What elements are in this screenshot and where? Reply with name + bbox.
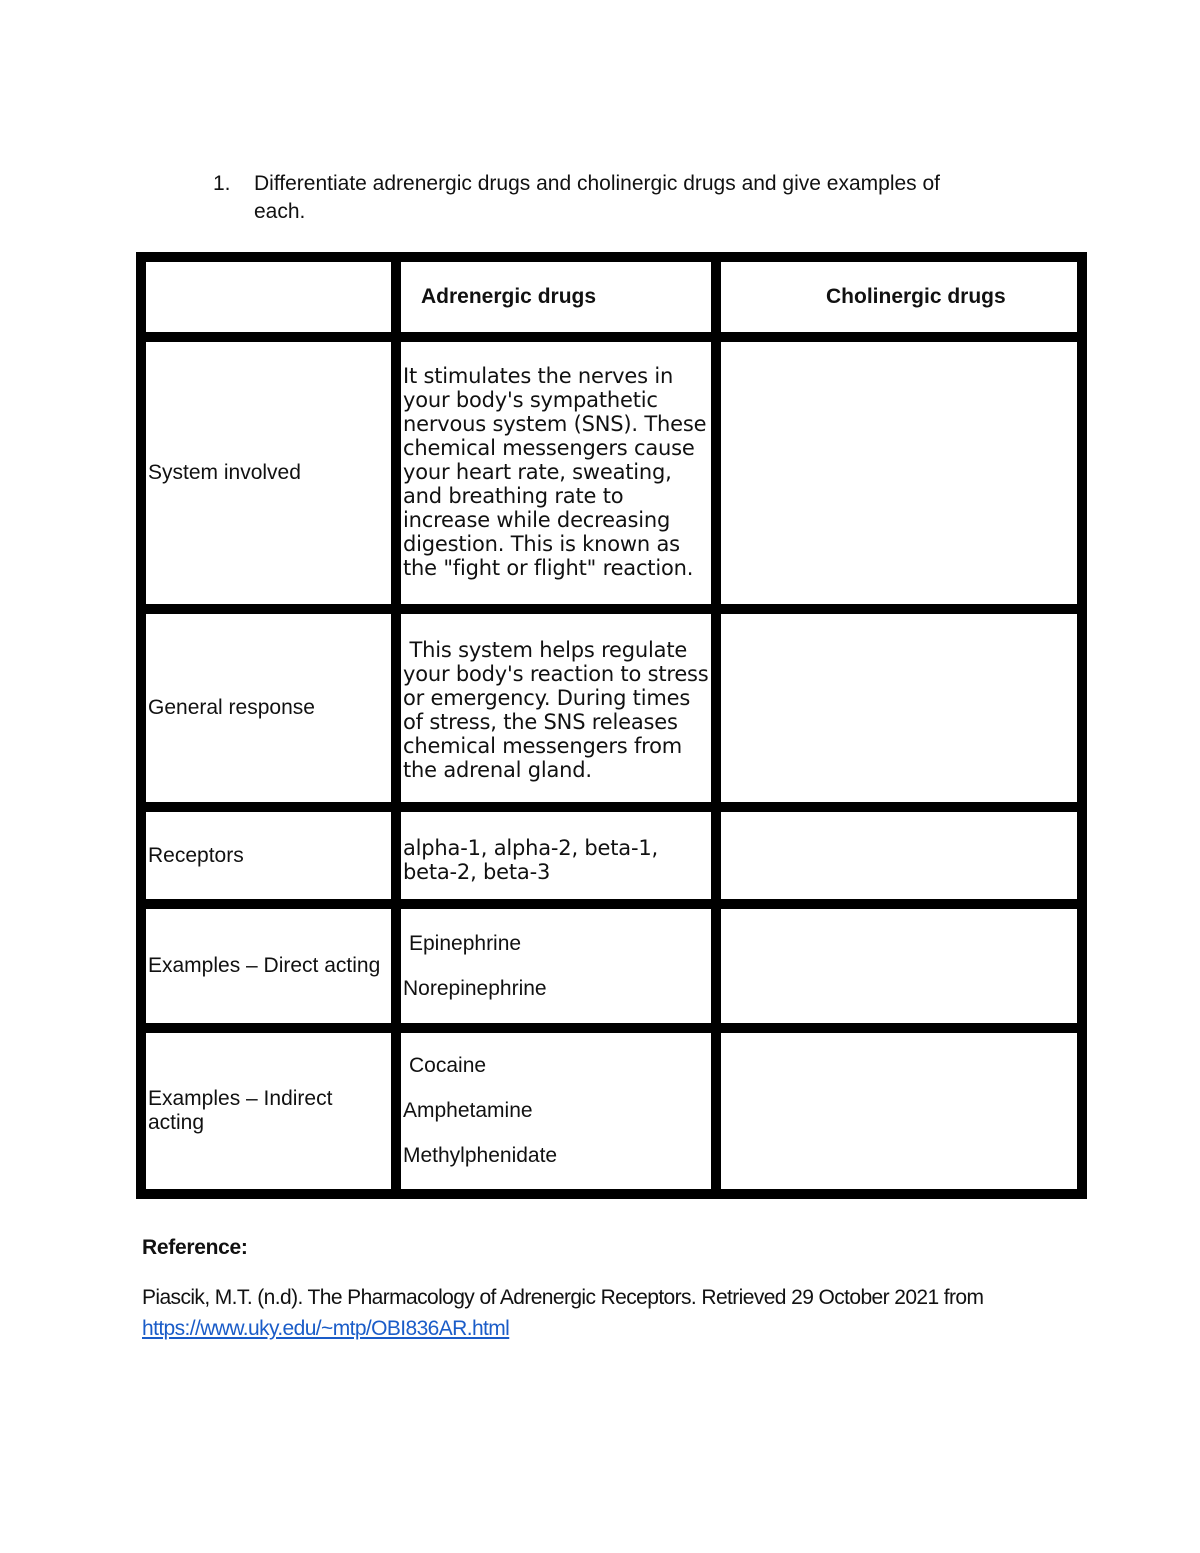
adrenergic-direct-examples — [396, 904, 716, 1028]
cholinergic-direct-examples — [716, 904, 1082, 1028]
table-row — [141, 904, 1082, 1028]
adrenergic-general-response: This system helps regulate your body's reaction to stress or emergency. During times of stress, the SNS releases chemical messengers from the adrenal gland. — [396, 609, 716, 807]
list-item: Cocaine — [409, 1054, 487, 1077]
row-label-system-involved: System involved — [141, 337, 396, 609]
adrenergic-receptors: alpha-1, alpha-2, beta-1, beta-2, beta-3 — [396, 807, 716, 904]
reference-citation: Piascik, M.T. (n.d). The Pharmacology of Adrenergic Receptors. Retrieved 29 October 2021 from — [142, 1286, 984, 1309]
comparison-table — [136, 252, 1087, 1199]
question-number: 1. — [213, 172, 231, 195]
reference-link[interactable]: https://www.uky.edu/~mtp/OBI836AR.html — [142, 1317, 510, 1340]
cholinergic-indirect-examples — [716, 1028, 1082, 1194]
list-item: Epinephrine — [409, 931, 522, 955]
table-row — [141, 609, 1082, 807]
table-row — [141, 807, 1082, 904]
table-row — [141, 337, 1082, 609]
list-item: Amphetamine — [403, 1099, 533, 1122]
cholinergic-system-involved — [716, 337, 1082, 609]
reference-section — [142, 1236, 1142, 1344]
reference-heading: Reference: — [142, 1236, 248, 1259]
header-adrenergic: Adrenergic drugs — [396, 257, 716, 337]
table-row — [141, 1028, 1082, 1194]
list-item: Norepinephrine — [403, 976, 547, 1000]
question-line-1: Differentiate adrenergic drugs and cholinergic drugs and give examples of — [254, 172, 941, 195]
cholinergic-receptors — [716, 807, 1082, 904]
adrenergic-system-involved: It stimulates the nerves in your body's sympathetic nervous system (SNS). These chemical messengers cause your heart rate, sweating, and breathing rate to increase while decreasing digestion. This is known as the "fight or flight" reaction. — [396, 337, 716, 609]
question-line-2: each. — [254, 200, 306, 223]
row-label-general-response: General response — [141, 609, 396, 807]
adrenergic-indirect-examples — [396, 1028, 716, 1194]
header-cholinergic: Cholinergic drugs — [716, 257, 1082, 337]
row-label-receptors: Receptors — [141, 807, 396, 904]
question-text — [251, 170, 1051, 226]
header-corner-cell — [141, 257, 396, 337]
row-label-direct-acting: Examples – Direct acting — [141, 904, 396, 1028]
table-header-row — [141, 257, 1082, 337]
row-label-indirect-acting: Examples – Indirect acting — [141, 1028, 396, 1194]
list-item: Methylphenidate — [403, 1144, 558, 1167]
cholinergic-general-response — [716, 609, 1082, 807]
